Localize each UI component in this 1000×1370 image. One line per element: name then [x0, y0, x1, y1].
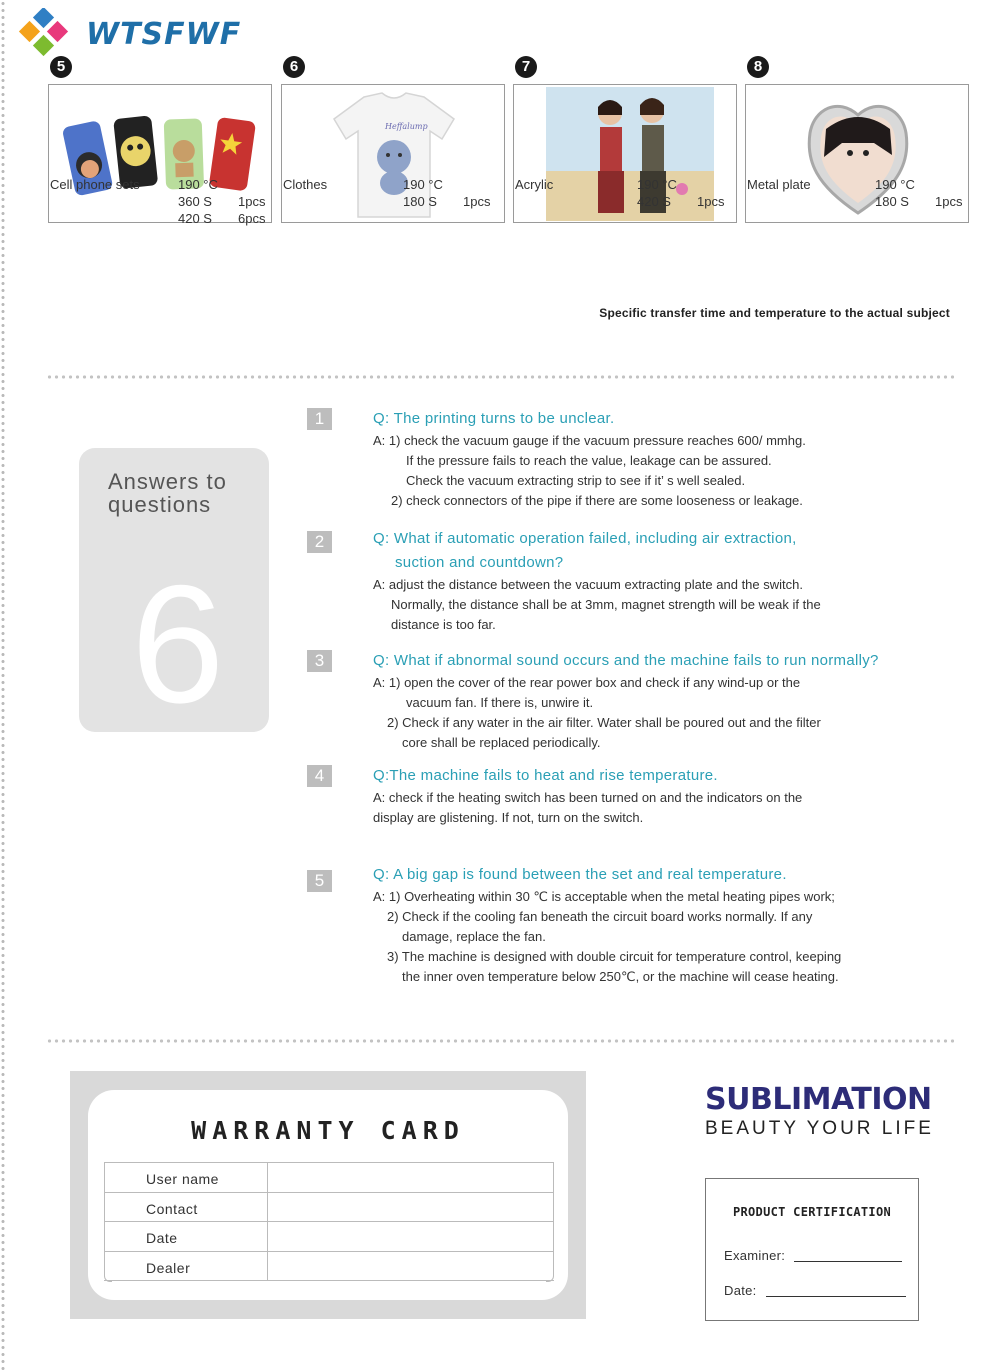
qa-number: 1 — [307, 408, 332, 430]
examiner-signature-line — [794, 1261, 902, 1262]
product-number: 6 — [283, 56, 305, 78]
product-number: 8 — [747, 56, 769, 78]
slogan-subtitle: BEAUTY YOUR LIFE — [705, 1118, 934, 1139]
qa-question: Q: What if abnormal sound occurs and the machine fails to run normally? — [373, 652, 879, 669]
logo-text: WTSFWF — [86, 16, 242, 52]
warranty-row — [104, 1193, 554, 1223]
qa-number: 4 — [307, 765, 332, 787]
product-value: 420 S — [637, 194, 671, 209]
certification-title: PRODUCT CERTIFICATION — [732, 1205, 892, 1219]
qa-answer-line: A: 1) open the cover of the rear power box and check if any wind-up or the — [373, 675, 801, 690]
product-name: Acrylic — [515, 177, 554, 192]
warranty-table-border-right — [546, 1162, 554, 1282]
product-certification-box — [705, 1178, 919, 1321]
product-qty: 6pcs — [238, 211, 266, 226]
qa-answer-line: 2) Check if the cooling fan beneath the circuit board works normally. If any — [387, 909, 813, 924]
warranty-table-border-left — [104, 1162, 112, 1282]
dotted-separator — [46, 1039, 954, 1043]
warranty-field-label: User name — [146, 1171, 219, 1187]
qa-answer-line: 2) check connectors of the pipe if there are some looseness or leakage. — [391, 493, 803, 508]
qa-question: suction and countdown? — [395, 554, 564, 571]
warranty-row — [104, 1163, 554, 1193]
product-value: 190 °C — [403, 177, 443, 192]
qa-answer-line: Check the vacuum extracting strip to see if it’ s well sealed. — [406, 473, 746, 488]
warranty-title: WARRANTY CARD — [191, 1116, 465, 1145]
qa-answer-line: If the pressure fails to reach the value, leakage can be assured. — [406, 453, 772, 468]
product-value: 420 S — [178, 211, 212, 226]
qa-answer-line: A: adjust the distance between the vacuum extracting plate and the switch. — [373, 577, 803, 592]
product-number: 7 — [515, 56, 537, 78]
product-number: 5 — [50, 56, 72, 78]
product-value: 190 °C — [178, 177, 218, 192]
warranty-column-divider — [267, 1163, 268, 1281]
date-label: Date: — [724, 1283, 757, 1298]
product-value: 180 S — [403, 194, 437, 209]
qa-answer-line: A: 1) Overheating within 30 ℃ is acceptable when the metal heating pipes work; — [373, 889, 835, 904]
product-value: 360 S — [178, 194, 212, 209]
product-name: Cell phone sets — [50, 177, 140, 192]
qa-number: 5 — [307, 870, 332, 892]
warranty-field-label: Date — [146, 1230, 178, 1246]
qa-answer-line: display are glistening. If not, turn on the switch. — [373, 810, 644, 825]
answers-title — [108, 470, 227, 516]
qa-answer-line: A: 1) check the vacuum gauge if the vacuum pressure reaches 600/ mmhg. — [373, 433, 806, 448]
answers-section-card — [79, 448, 269, 732]
transfer-note: Specific transfer time and temperature to the actual subject — [599, 306, 950, 320]
answers-title-line: Answers to — [108, 469, 227, 494]
examiner-label: Examiner: — [724, 1248, 786, 1263]
svg-text:Heffalump: Heffalump — [385, 122, 428, 131]
warranty-row — [104, 1222, 554, 1252]
product-value: 180 S — [875, 194, 909, 209]
qa-question: Q: What if automatic operation failed, including air extraction, — [373, 530, 797, 547]
qa-question: Q:The machine fails to heat and rise temperature. — [373, 767, 718, 784]
product-name: Metal plate — [747, 177, 811, 192]
answers-title-line: questions — [108, 492, 212, 517]
dotted-separator — [46, 375, 954, 379]
product-value: 190 °C — [875, 177, 915, 192]
qa-answer-line: damage, replace the fan. — [402, 929, 546, 944]
product-qty: 1pcs — [238, 194, 266, 209]
qa-answer-line: Normally, the distance shall be at 3mm, magnet strength will be weak if the — [391, 597, 821, 612]
slogan-title: SUBLIMATION — [705, 1082, 932, 1117]
brand-logo — [16, 8, 241, 60]
qa-answer-line: 3) The machine is designed with double circuit for temperature control, keeping — [387, 949, 842, 964]
qa-answer-line: A: check if the heating switch has been turned on and the indicators on the — [373, 790, 803, 805]
product-value: 190 °C — [637, 177, 677, 192]
answers-big-number: 6 — [131, 550, 225, 732]
product-name: Clothes — [283, 177, 328, 192]
warranty-card — [88, 1090, 568, 1300]
warranty-field-label: Dealer — [146, 1259, 191, 1276]
qa-answer-line: distance is too far. — [391, 617, 496, 632]
qa-answer-line: core shall be replaced periodically. — [402, 735, 601, 750]
warranty-table — [104, 1162, 554, 1281]
qa-answer-line: vacuum fan. If there is, unwire it. — [406, 695, 594, 710]
qa-answer-line: 2) Check if any water in the air filter. Water shall be poured out and the filter — [387, 715, 821, 730]
date-signature-line — [766, 1296, 906, 1297]
warranty-row — [104, 1252, 554, 1282]
qa-number: 3 — [307, 650, 332, 672]
left-dotted-border — [0, 0, 6, 1370]
product-qty: 1pcs — [697, 194, 725, 209]
qa-answer-line: the inner oven temperature below 250℃, or the machine will cease heating. — [402, 969, 839, 984]
logo-diamond-icon — [16, 8, 74, 60]
qa-question: Q: A big gap is found between the set and real temperature. — [373, 866, 787, 883]
qa-question: Q: The printing turns to be unclear. — [373, 410, 615, 427]
product-qty: 1pcs — [463, 194, 491, 209]
product-qty: 1pcs — [935, 194, 963, 209]
qa-number: 2 — [307, 531, 332, 553]
warranty-field-label: Contact — [146, 1200, 198, 1217]
